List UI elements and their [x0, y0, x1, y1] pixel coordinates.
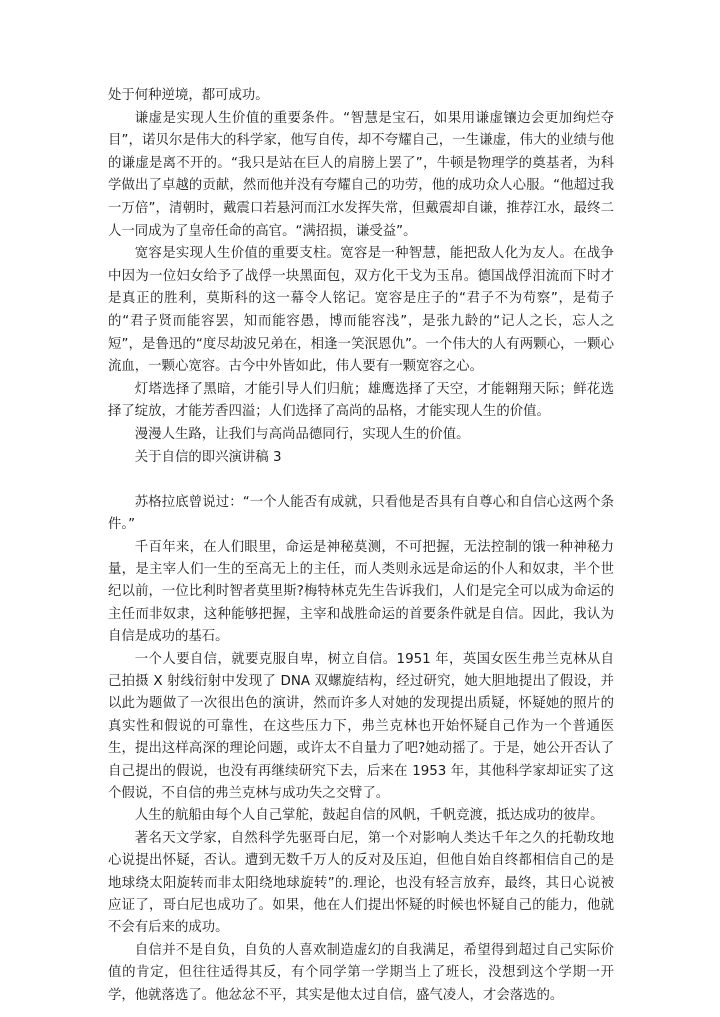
paragraph-tolerance: 宽容是实现人生价值的重要支柱。宽容是一种智慧，能把敌人化为友人。在战争中因为一位妇女给予了战俘一块黑面包，双方化干戈为玉帛。德国战俘泪流而下时才是真正的胜利，莫斯科的这一幕令人铭记。宽容是庄子的“君子不为苟察”，是荀子的“君子贤而能容罢，知而能容愚，博而能容浅”，是张九龄的“记人之长，忘人之短”，是鲁迅的“度尽劫波兄弟在，相逢一笑泯恩仇”。一个伟大的人有两颗心，一颗心流血，一颗心宽容。古今中外皆如此，伟人要有一颗宽容之心。: [108, 246, 614, 375]
paragraph-copernicus: 著名天文学家，自然科学先驱哥白尼，第一个对影响人类达千年之久的托勒玫地心说提出怀疑，否认。遭到无数千万人的反对及压迫，但他自始自终都相信自己的是地球绕太阳旋转而非太阳绕地球旋转”的.理论，也没有轻言放弃，最终，其日心说被应证了，哥白尼也成功了。如果，他在人们提出怀疑的时候也怀疑自己的能力，他就不会有后来的成功。: [108, 830, 614, 936]
blank-line: [108, 469, 614, 492]
paragraph-conclusion: 漫漫人生路，让我们与高尚品德同行，实现人生的价值。: [134, 426, 470, 442]
paragraph-conceit: 自信并不是自负，自负的人喜欢制造虚幻的自我满足，希望得到超过自己实际价值的肯定，但往往适得其反，有个同学第一学期当上了班长，没想到这个学期一开学，他就落选了。他忿忿不平，其实是他太过自信，盛气凌人，才会落选的。: [108, 942, 614, 1003]
section-heading: 关于自信的即兴演讲稿 3: [134, 449, 282, 465]
paragraph-voyage: 人生的航船由每个人自己掌舵，鼓起自信的风帆，千帆竞渡，抵达成功的彼岸。: [134, 808, 604, 824]
paragraph-continuation: 处于何种逆境，都可成功。: [108, 88, 269, 103]
paragraph-choice: 灯塔选择了黑暗，才能引导人们归航；雄鹰选择了天空，才能翱翔天际；鲜花选择了绽放，才能芳香四溢；人们选择了高尚的品格，才能实现人生的价值。: [108, 381, 614, 420]
paragraph-modesty: 谦虚是实现人生价值的重要条件。“智慧是宝石，如果用谦虚镶边会更加绚烂夺目”，诺贝尔是伟大的科学家，他写自传，却不夸耀自己，一生谦虚，伟大的业绩与他的谦虚是离不开的。“我只是站在巨人的肩膀上罢了”，牛顿是物理学的奠基者，为科学做出了卓越的贡献，然而他并没有夸耀自己的功劳，他的成功众人心服。“他超过我一万倍”，清朝时，戴震口若悬河而江水发挥失常，但戴震却自谦，推荐江水，最终二人一同成为了皇帝任命的高官。“满招损，谦受益”。: [108, 110, 614, 239]
paragraph-franklin: 一个人要自信，就要克服自卑，树立自信。1951 年，英国女医生弗兰克林从自己拍摄 X 射线衍射中发现了 DNA 双螺旋结构，经过研究，她大胆地提出了假设，并以此为题做了一次很出色的演讲，然而许多人对她的发现提出质疑，怀疑她的照片的真实性和假说的可靠性，在这些压力下，弗兰克林也开始怀疑自己作为一个普通医生，提出这样高深的理论问题，或许太不自量力了吧?她动摇了。于是，她公开否认了自己提出的假说，也没有再继续研究下去，后来在 1953 年，其他科学家却证实了这个假说，不自信的弗兰克林与成功失之交臂了。: [108, 651, 614, 801]
section-body: [108, 492, 614, 1007]
paragraph-socrates-quote: 苏格拉底曾说过：“一个人能否有成就，只看他是否具有自尊心和自信心这两个条件。”: [108, 494, 614, 533]
document-page: [108, 85, 614, 1007]
paragraph-fate: 千百年来，在人们眼里，命运是神秘莫测，不可把握，无法控制的饿一种神秘力量，是主宰人们一生的至高无上的主任，而人类则永远是命运的仆人和奴隶，半个世纪以前，一位比利时智者莫里斯?梅特林克先生告诉我们，人们是完全可以成为命运的主任而非奴隶，这种能够把握，主宰和战胜命运的首要条件就是自信。因此，我认为自信是成功的基石。: [108, 539, 614, 645]
